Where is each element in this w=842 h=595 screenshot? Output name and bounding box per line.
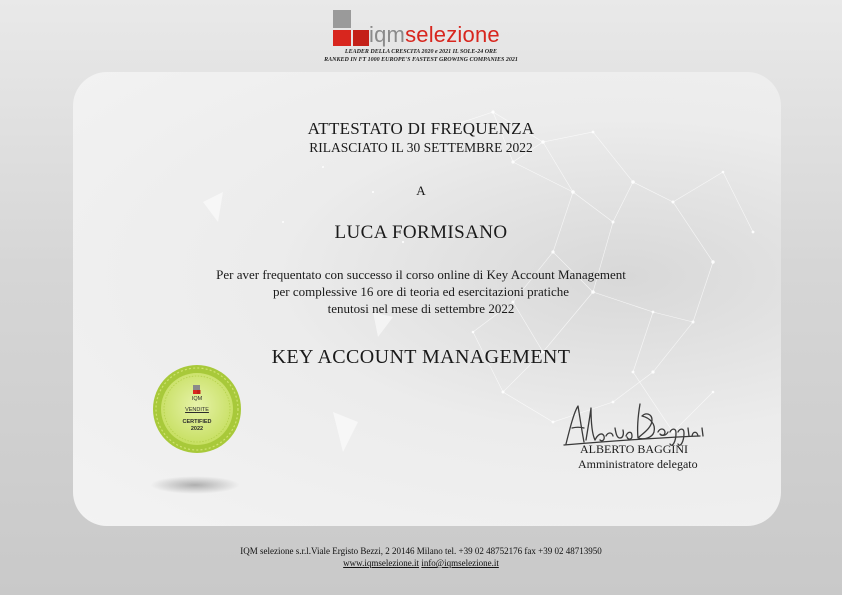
logo-suffix: selezione	[405, 22, 500, 47]
badge-shadow	[150, 476, 240, 494]
description-line-1: Per aver frequentato con successo il corso online di Key Account Management	[216, 267, 626, 282]
recipient-prefix: A	[416, 183, 426, 198]
footer-address: IQM selezione s.r.l.Viale Ergisto Bezzi, 2 20146 Milano tel. +39 02 48752176 fax +39 02 48713950	[240, 546, 602, 556]
company-logo	[333, 10, 500, 46]
signatory-role: Amministratore delegato	[578, 457, 698, 471]
issue-date: RILASCIATO IL 30 SETTEMBRE 2022	[309, 140, 533, 155]
recipient-name: LUCA FORMISANO	[334, 222, 508, 243]
badge-area: VENDITE	[185, 407, 209, 413]
description-line-2: per complessive 16 ore di teoria ed esercitazioni pratiche	[273, 284, 569, 299]
website-link[interactable]: www.iqmselezione.it	[343, 558, 420, 568]
tagline-award: LEADER DELLA CRESCITA 2020 e 2021 IL SOLE-24 ORE	[344, 49, 498, 55]
badge-brand: IQM	[191, 396, 203, 402]
footer-links	[0, 558, 842, 568]
logo-mark-icon	[333, 10, 373, 46]
certificate-title: ATTESTATO DI FREQUENZA	[307, 119, 535, 138]
tagline-ranking: RANKED IN FT 1000 EUROPE'S FASTEST GROWING COMPANIES 2021	[324, 57, 518, 63]
signatory-name: ALBERTO BAGGINI	[580, 442, 689, 456]
logo-prefix: iqm	[369, 22, 406, 47]
logo-wordmark	[369, 24, 500, 46]
badge-status: CERTIFIED	[182, 419, 212, 425]
email-link[interactable]: info@iqmselezione.it	[421, 558, 499, 568]
badge-year: 2022	[190, 426, 204, 432]
description-line-3: tenutosi nel mese di settembre 2022	[327, 301, 515, 316]
course-title: KEY ACCOUNT MANAGEMENT	[271, 346, 571, 368]
